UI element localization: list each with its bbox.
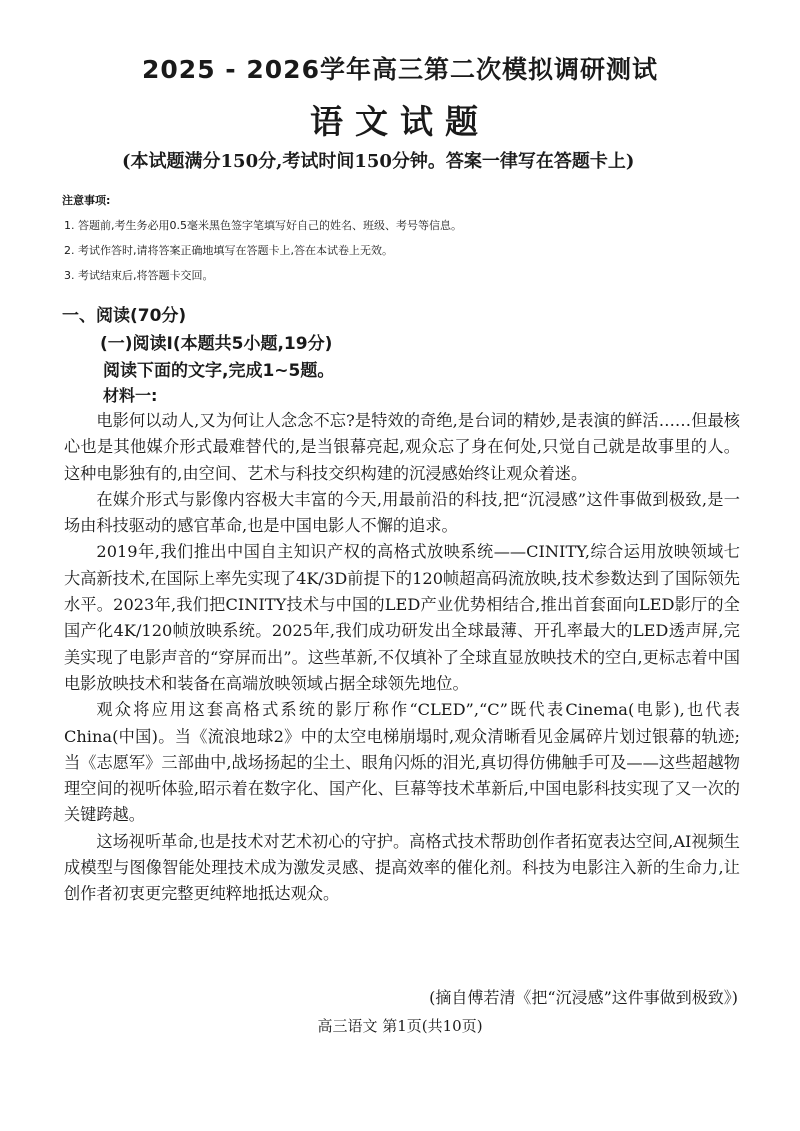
passage-source: (摘自傅若清《把“沉浸感”这件事做到极致》) — [429, 988, 738, 1007]
notes-heading: 注意事项: — [62, 194, 111, 207]
material-label: 材料一: — [103, 386, 158, 405]
passage-paragraph: 电影何以动人,又为何让人念念不忘?是特效的奇绝,是台词的精妙,是表演的鲜活……但最核心也是其他媒介形式最难替代的,是当银幕亮起,观众忘了身在何处,只觉自己就是故事里的人。这种电影独有的,由空间、艺术与科技交织构建的沉浸感始终让观众着迷。 — [64, 411, 740, 483]
passage-paragraph: 这场视听革命,也是技术对艺术初心的守护。高格式技术帮助创作者拓宽表达空间,AI视频生成模型与图像智能处理技术成为激发灵感、提高效率的催化剂。科技为电影注入新的生命力,让创作者初衷更完整更纯粹地抵达观众。 — [64, 831, 740, 904]
passage-body — [64, 408, 740, 908]
passage-paragraph: 在媒介形式与影像内容极大丰富的今天,用最前沿的科技,把“沉浸感”这件事做到极致,是一场由科技驱动的感官革命,也是中国电影人不懈的追求。 — [64, 489, 740, 536]
section-heading: 一、阅读(70分) — [62, 306, 187, 326]
passage-paragraph: 2019年,我们推出中国自主知识产权的高格式放映系统——CINITY,综合运用放映领域七大高新技术,在国际上率先实现了4K/3D前提下的120帧超高码流放映,技术参数达到了国际领先水平。2023年,我们把CINITY技术与中国的LED产业优势相结合,推出首套面向LED影厅的全国产化4K/120帧放映系统。2025年,我们成功研发出全球最薄、开孔率最大的LED透声屏,完美实现了电影声音的“穿屏而出”。这些革新,不仅填补了全球直显放映技术的空白,更标志着中国电影放映技术和装备在高端放映领域占据全球领先地位。 — [64, 542, 740, 693]
subject-title: 语文试题 — [310, 102, 490, 141]
note-item: 3. 考试结束后,将答题卡交回。 — [64, 269, 214, 282]
exam-note: (本试题满分150分,考试时间150分钟。答案一律写在答题卡上) — [122, 151, 635, 172]
passage-paragraph: 观众将应用这套高格式系统的影厅称作“CLED”,“C”既代表Cinema(电影),也代表China(中国)。当《流浪地球2》中的太空电梯崩塌时,观众清晰看见金属碎片划过银幕的轨迹;当《志愿军》三部曲中,战场扬起的尘土、眼角闪烁的泪光,真切得仿佛触手可及——这些超越物理空间的视听体验,昭示着在数字化、国产化、巨幕等技术革新后,中国电影科技实现了又一次的关键跨越。 — [64, 700, 740, 825]
reading-instruction: 阅读下面的文字,完成1~5题。 — [103, 361, 335, 381]
subsection-heading: (一)阅读Ⅰ(本题共5小题,19分) — [100, 334, 333, 354]
note-item: 1. 答题前,考生务必用0.5毫米黑色签字笔填写好自己的姓名、班级、考号等信息。 — [64, 219, 462, 232]
exam-header-title: 2025 - 2026学年高三第二次模拟调研测试 — [142, 55, 658, 84]
page-footer: 高三语文 第1页(共10页) — [317, 1017, 483, 1035]
note-item: 2. 考试作答时,请将答案正确地填写在答题卡上,答在本试卷上无效。 — [64, 244, 393, 257]
